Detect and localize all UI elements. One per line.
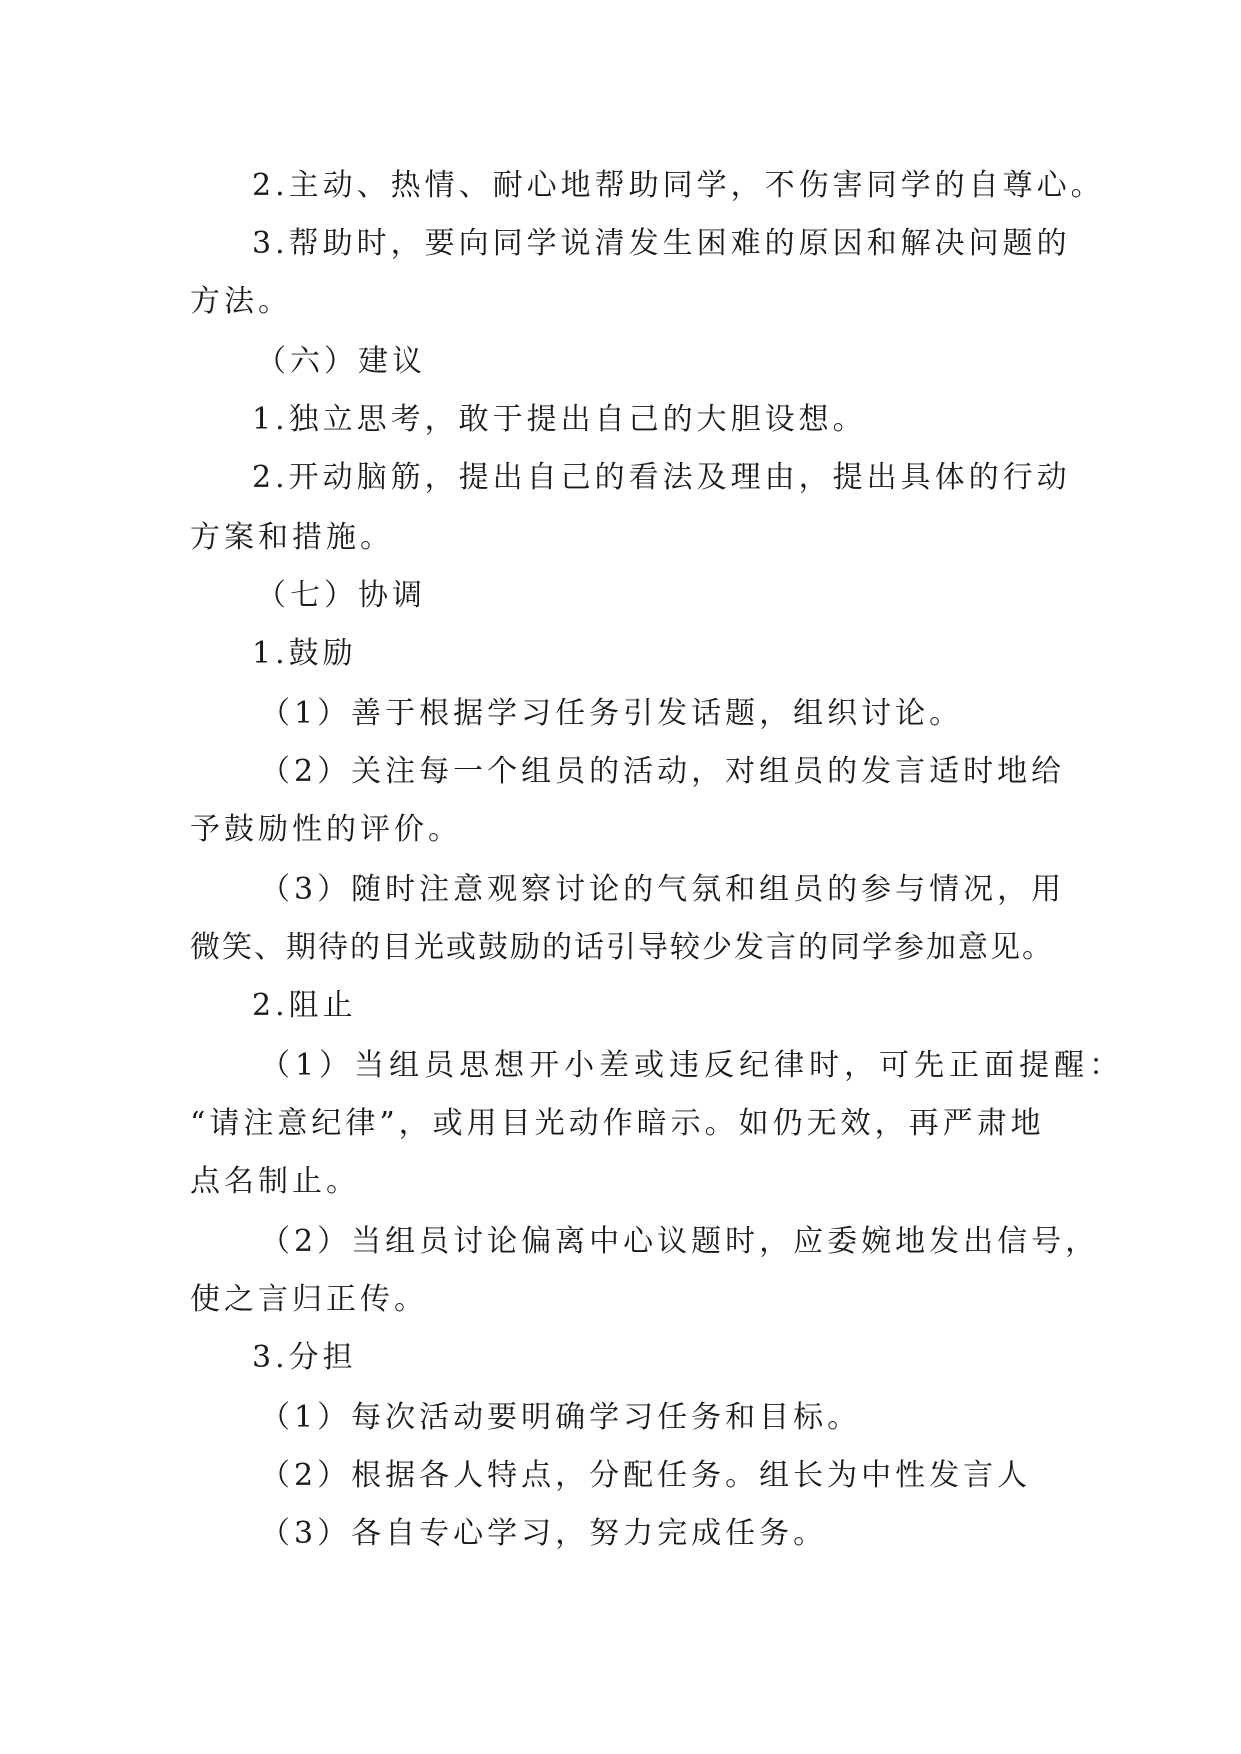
paragraph-line: 方案和措施。: [190, 520, 394, 555]
paragraph-line: 使之言归正传。: [190, 1282, 428, 1317]
paragraph-line: （3）随时注意观察讨论的气氛和组员的参与情况，用: [260, 872, 1066, 907]
paragraph-line: 2.主动、热情、耐心地帮助同学，不伤害同学的自尊心。: [252, 168, 1105, 203]
section-heading: （六）建议: [256, 344, 426, 379]
paragraph-line: （1）每次活动要明确学习任务和目标。: [260, 1400, 862, 1435]
paragraph-line: （1）善于根据学习任务引发话题，组织讨论。: [260, 696, 964, 731]
paragraph-line: （1）当组员思想开小差或违反纪律时，可先正面提醒：: [260, 1048, 1125, 1083]
subsection-heading: 3.分担: [252, 1340, 357, 1375]
paragraph-line: 3.帮助时，要向同学说清发生困难的原因和解决问题的: [252, 226, 1071, 261]
paragraph-line: 点名制止。: [190, 1164, 360, 1199]
paragraph-line: 2.开动脑筋，提出自己的看法及理由，提出具体的行动: [252, 460, 1071, 495]
paragraph-line: “请注意纪律”，或用目光动作暗示。如仍无效，再严肃地: [190, 1106, 1045, 1141]
paragraph-line: （2）关注每一个组员的活动，对组员的发言适时地给: [260, 754, 1066, 789]
subsection-heading: 1.鼓励: [252, 636, 357, 671]
paragraph-line: 1.独立思考，敢于提出自己的大胆设想。: [252, 402, 867, 437]
paragraph-line: （2）根据各人特点，分配任务。组长为中性发言人: [260, 1458, 1032, 1493]
paragraph-line: 予鼓励性的评价。: [190, 812, 462, 847]
paragraph-line: （2）当组员讨论偏离中心议题时，应委婉地发出信号，: [260, 1224, 1100, 1259]
paragraph-line: 方法。: [190, 284, 292, 319]
paragraph-line: （3）各自专心学习，努力完成任务。: [260, 1516, 828, 1551]
paragraph-line: 微笑、期待的目光或鼓励的话引导较少发言的同学参加意见。: [190, 930, 1054, 965]
subsection-heading: 2.阻止: [252, 988, 357, 1023]
section-heading: （七）协调: [256, 578, 426, 613]
